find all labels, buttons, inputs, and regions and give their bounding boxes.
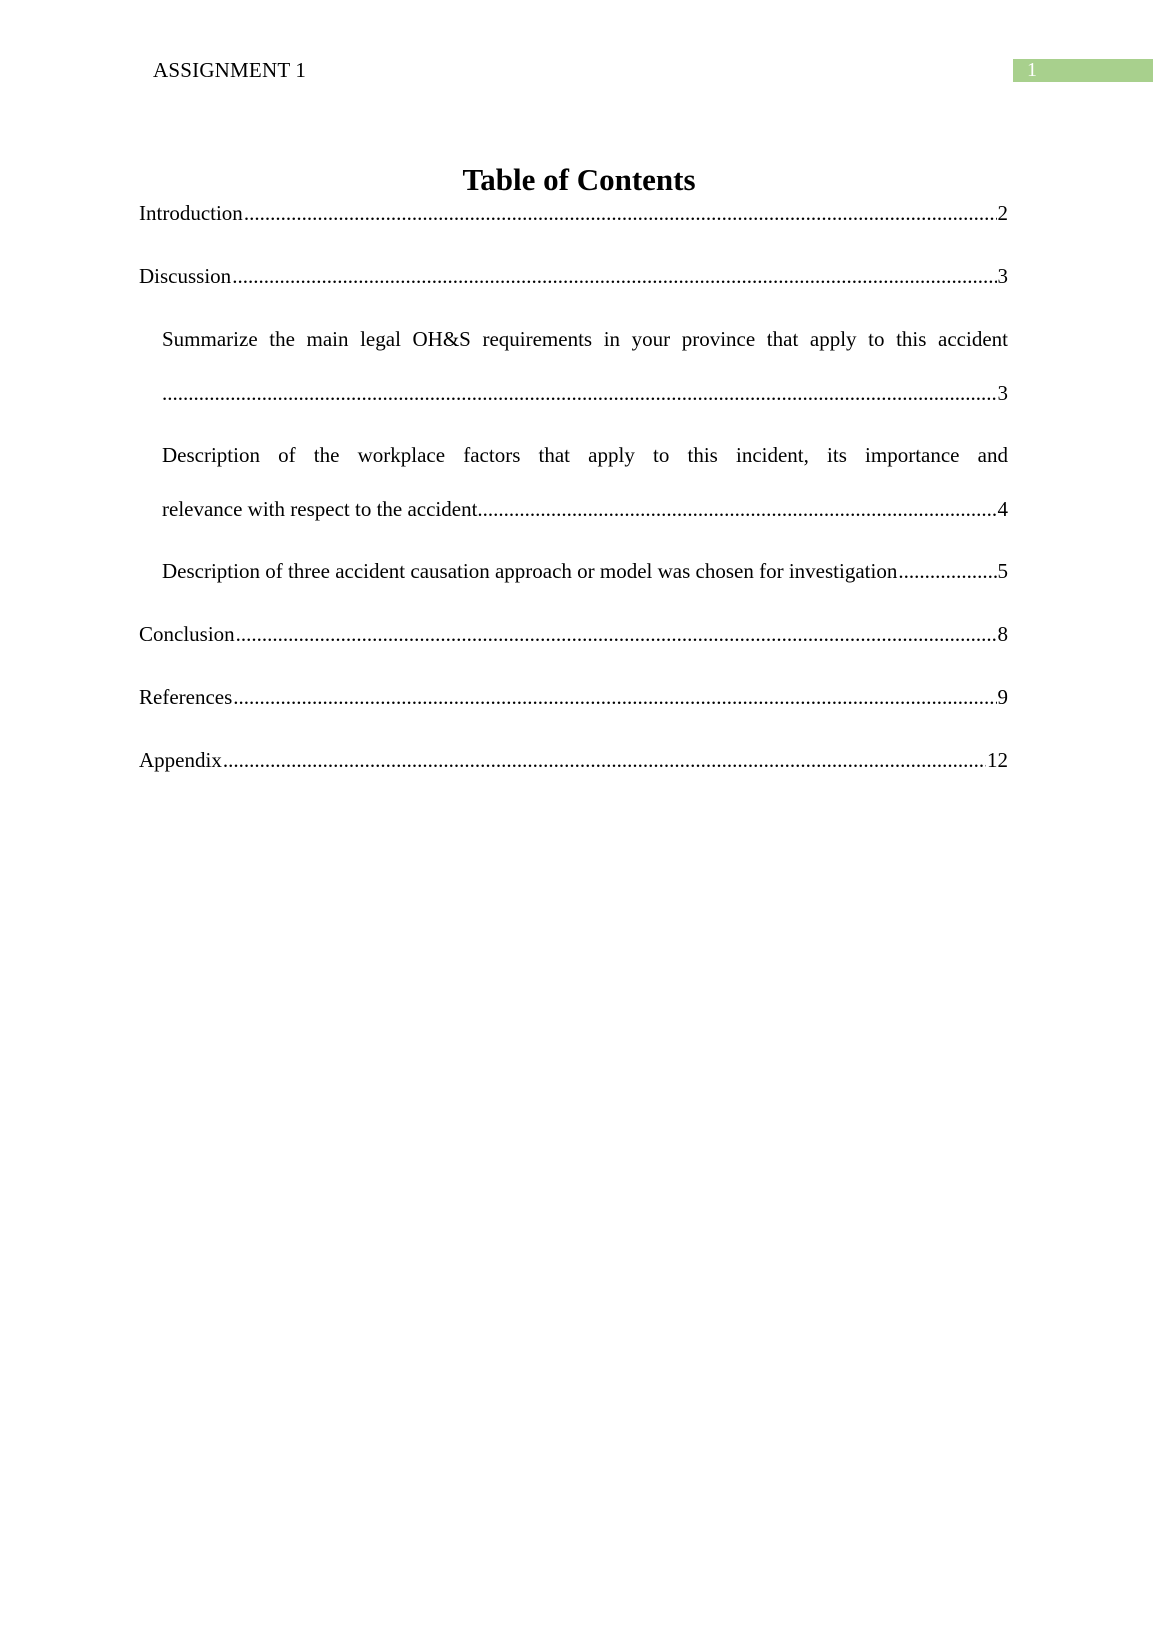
toc-entry-discussion[interactable]	[139, 263, 1008, 290]
toc-entry-workplace-factors[interactable]	[162, 442, 1008, 523]
toc-leader-dots	[162, 380, 998, 407]
toc-entry-page: 3	[997, 264, 1008, 288]
toc-title: Table of Contents	[462, 162, 696, 197]
toc-entry-page: 2	[997, 201, 1008, 225]
toc-entry-causation-models[interactable]	[162, 558, 1008, 585]
toc-entry-label: Introduction	[139, 201, 243, 225]
toc-entry-page: 4	[997, 497, 1008, 521]
toc-leader-dots	[232, 263, 996, 290]
toc-entry-label: Description of three accident causation approach or model was chosen for investigation	[162, 559, 898, 583]
toc-entry-label: Summarize the main legal OH&S requirements in your province that apply to this accident	[162, 327, 1008, 351]
toc-entry-introduction[interactable]	[139, 200, 1008, 227]
toc-entry-references[interactable]	[139, 684, 1008, 711]
toc-entry-label: References	[139, 685, 233, 709]
toc-leader-dots	[477, 496, 997, 523]
running-header-title: ASSIGNMENT 1	[153, 58, 307, 82]
toc-leader-dots	[898, 558, 996, 585]
toc-entry-conclusion[interactable]	[139, 621, 1008, 648]
toc-entry-label: Conclusion	[139, 622, 235, 646]
toc-leader-dots	[223, 747, 986, 774]
toc-entry-page: 9	[997, 685, 1008, 709]
toc-entry-page: 5	[997, 559, 1008, 583]
toc-entry-appendix[interactable]	[139, 747, 1008, 774]
toc-entry-page: 12	[987, 748, 1008, 772]
toc-leader-dots	[244, 200, 997, 227]
toc-entry-legal-requirements[interactable]	[162, 326, 1008, 407]
toc-entry-label-continued: relevance with respect to the accident	[162, 497, 478, 521]
toc-entry-label: Discussion	[139, 264, 232, 288]
toc-entry-label: Appendix	[139, 748, 222, 772]
toc-leader-dots	[236, 621, 997, 648]
toc-entry-page: 8	[997, 622, 1008, 646]
toc-entry-label: Description of the workplace factors that apply to this incident, its importance and	[162, 443, 1008, 467]
toc-entry-page: 3	[997, 381, 1008, 405]
page-number-badge: 1	[1013, 59, 1153, 82]
toc-leader-dots	[233, 684, 996, 711]
